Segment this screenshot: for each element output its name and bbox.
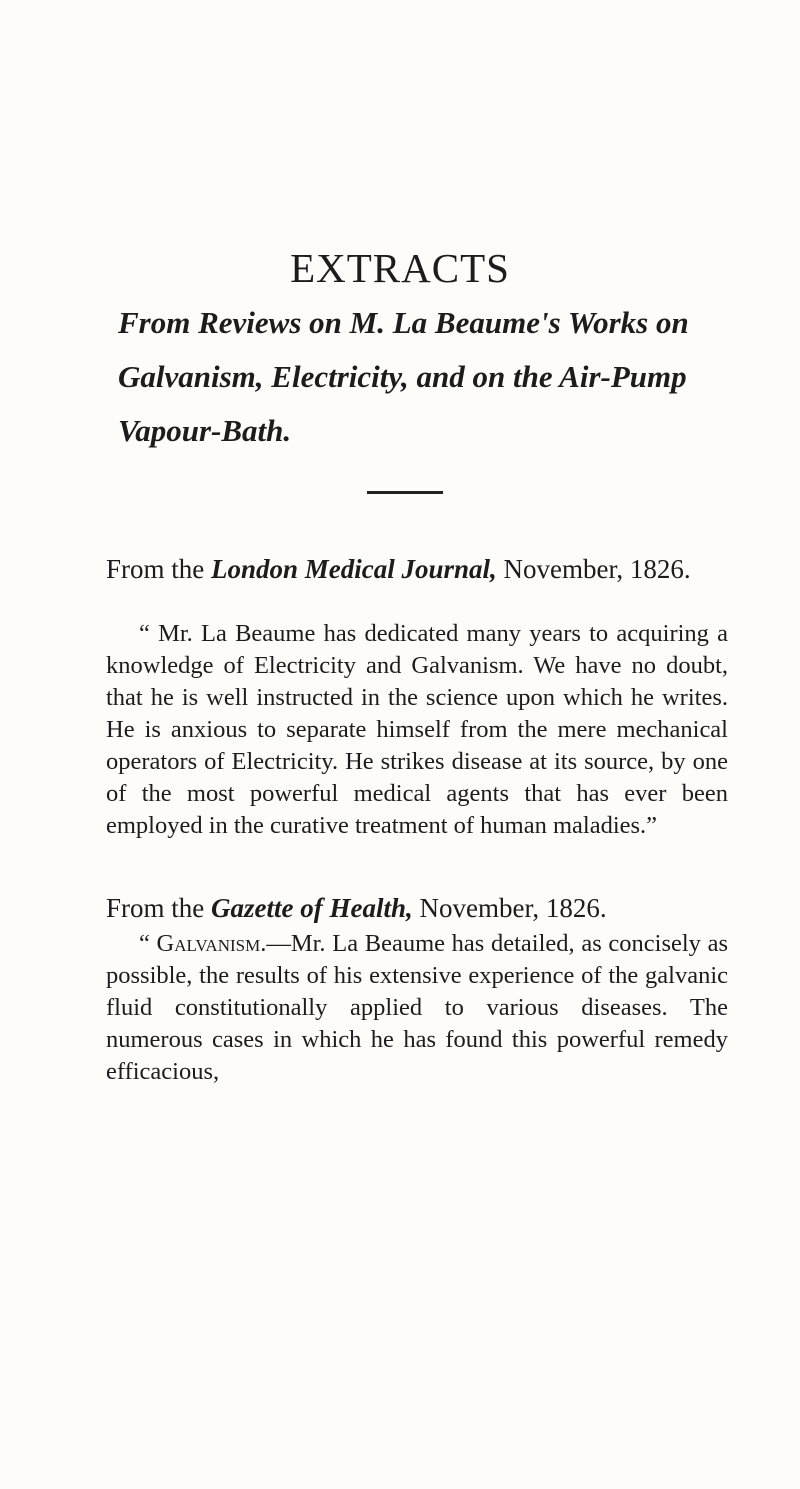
review-quote (106, 928, 728, 1088)
source-date: November, 1826. (496, 554, 691, 584)
section-divider (367, 491, 443, 494)
source-date: November, 1826. (412, 893, 607, 923)
quote-body: —Mr. La Beaume has detailed, as concisely as possible, the results of his extensive experience of the galvanic fluid constitutionally applied to various diseases. The numerous cases in which he has found this powerful remedy efficacious, (106, 930, 728, 1085)
quote-lead: “ Galvanism. (139, 930, 267, 957)
source-line (106, 552, 728, 586)
publication-title: London Medical Journal, (211, 554, 497, 584)
source-line (106, 891, 728, 925)
page-heading: EXTRACTS (290, 245, 510, 291)
review-quote: “ Mr. La Beaume has dedicated many years to acquiring a knowledge of Electricity and Galvanism. We have no doubt, that he is well instructed in the science upon which he writes. He is anxious to separate himself from the mere mechanical operators of Electricity. He strikes disease at its source, by one of the most powerful medical agents that has ever been employed in the curative treatment of human maladies.” (106, 620, 728, 839)
source-prefix: From the (106, 554, 211, 584)
source-citation (106, 552, 728, 586)
source-prefix: From the (106, 893, 211, 923)
source-citation (106, 891, 728, 925)
subtitle: From Reviews on M. La Beaume's Works on Galvanism, Electricity, and on the Air-Pump Vapour-Bath. (118, 305, 689, 448)
publication-title: Gazette of Health, (211, 893, 413, 923)
